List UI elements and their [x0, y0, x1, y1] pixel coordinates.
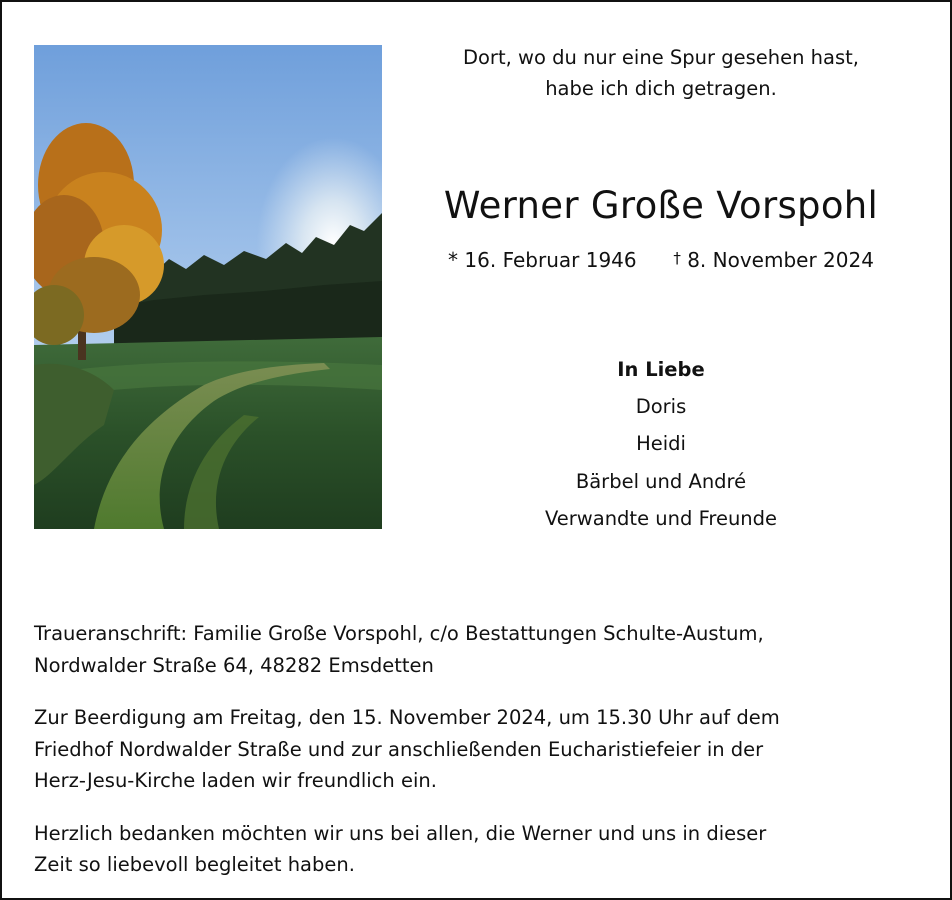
address-line: Traueranschrift: Familie Große Vorspohl, c/o Bestattungen Schulte-Austum, — [34, 622, 764, 645]
thanks-line: Zeit so liebevoll begleitet haben. — [34, 853, 355, 876]
mourner-name: Bärbel und André — [575, 469, 747, 493]
deceased-name: Werner Große Vorspohl — [443, 184, 879, 227]
funeral-line: Zur Beerdigung am Freitag, den 15. November 2024, um 15.30 Uhr auf dem — [34, 706, 780, 729]
thanks-note — [34, 818, 924, 881]
birth-star-icon: * — [448, 248, 459, 272]
mourners-lead: In Liebe — [617, 358, 705, 381]
mourner-name: Doris — [635, 395, 687, 419]
life-dates — [402, 242, 920, 276]
verse — [402, 42, 920, 104]
mourners — [402, 351, 920, 537]
verse-line: habe ich dich getragen. — [545, 77, 777, 100]
mourning-address — [34, 618, 924, 681]
mourner-name: Verwandte und Freunde — [544, 506, 778, 530]
verse-line: Dort, wo du nur eine Spur gesehen hast, — [462, 46, 859, 69]
notice-details — [34, 618, 924, 881]
thanks-line: Herzlich bedanken möchten wir uns bei allen, die Werner und uns in dieser — [34, 821, 767, 845]
funeral-info — [34, 702, 924, 797]
birth-date: 16. Februar 1946 — [464, 248, 637, 272]
funeral-line: Herz-Jesu-Kirche laden wir freundlich ein. — [34, 769, 437, 792]
funeral-line: Friedhof Nordwalder Straße und zur anschließenden Eucharistiefeier in der — [34, 737, 764, 761]
death-cross-icon: † — [673, 249, 681, 267]
autumn-landscape-photo — [34, 45, 382, 529]
address-line: Nordwalder Straße 64, 48282 Emsdetten — [34, 653, 434, 677]
mourner-name: Heidi — [636, 432, 686, 456]
death-date: 8. November 2024 — [687, 248, 874, 272]
